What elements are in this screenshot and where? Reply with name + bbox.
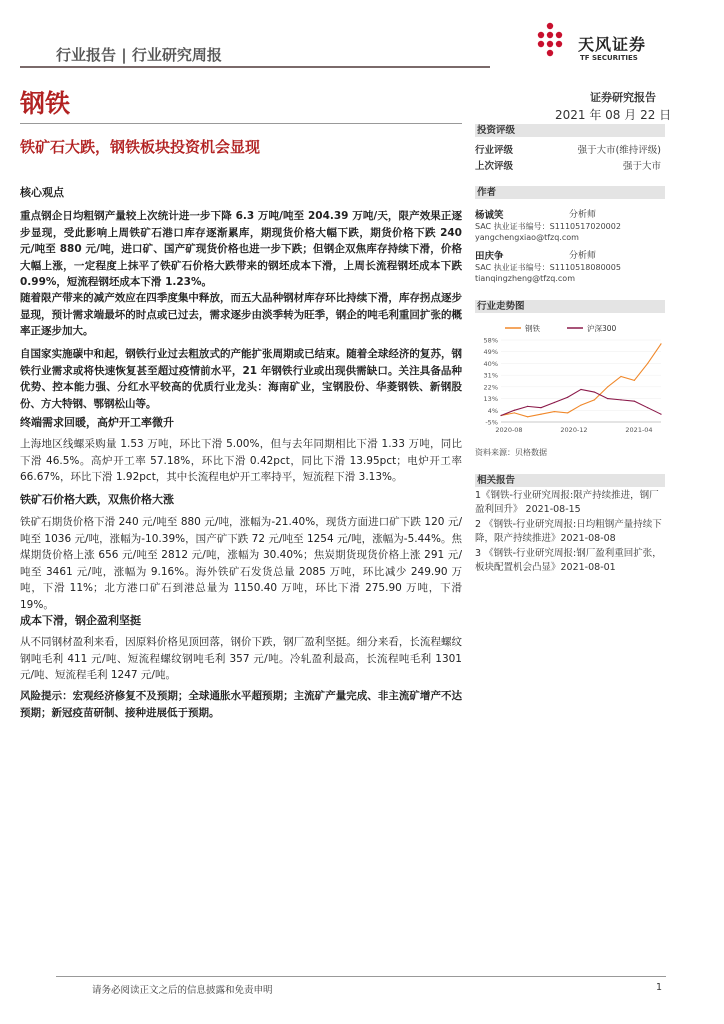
author-1-name: 杨诚笑 xyxy=(475,210,504,221)
chart-point xyxy=(647,363,648,364)
sector-title: 钢铁 xyxy=(20,89,71,118)
industry-rating-value: 强于大市(维持评级) xyxy=(577,145,661,156)
core-paragraph-2: 随着限产带来的减产效应在四季度集中释放，而五大品种钢材库存环比持续下滑，库存拐点逐步显现，预计需求端最坏的时点或已过去，需求逐步由淡季转为旺季，钢企的吨毛利重回扩张的概率正逐步加大。 xyxy=(20,292,462,337)
core-paragraph-3: 自国家实施碳中和起，钢铁行业过去粗放式的产能扩张周期或已结束。随着全球经济的复苏，钢铁行业需求或将快速恢复甚至超过疫情前水平，21 年钢铁行业或出现供需缺口。关注具备品种优势、控本能力强、分红水平较高的优质行业龙头：海南矿业，宝钢股份、华菱钢铁、新钢股份、方大特钢、鄂钢松山等。 xyxy=(20,348,462,410)
related-bar: 相关报告 xyxy=(475,474,665,487)
chart-point xyxy=(580,404,581,405)
chart-source: 资料来源：贝格数据 xyxy=(475,448,547,457)
chart-point xyxy=(647,407,648,408)
chart-point xyxy=(634,380,635,381)
author-2-role: 分析师 xyxy=(569,251,597,261)
chart-point xyxy=(607,386,608,387)
author-2-email[interactable]: tianqingzheng@tfzq.com xyxy=(475,274,575,283)
trend-bar: 行业走势图 xyxy=(475,300,665,313)
author-2 xyxy=(475,248,661,262)
chart-point xyxy=(514,412,515,413)
industry-trend-chart xyxy=(475,318,667,438)
chart-point xyxy=(634,401,635,402)
chart-series-line-2 xyxy=(501,389,661,415)
chart-ytick-label: 58% xyxy=(483,336,498,345)
chart-point xyxy=(594,399,595,400)
header-divider xyxy=(20,66,490,68)
industry-rating-row xyxy=(475,142,661,156)
chart-point xyxy=(540,414,541,415)
chart-point xyxy=(567,397,568,398)
core-heading: 核心观点 xyxy=(20,186,64,199)
section-profit-text: 从不同钢材盈利来看，因原料价格见顶回落，钢价下跌，钢厂盈利坚挺。细分来看，长流程螺纹钢吨毛利 411 元/吨、短流程螺纹钢吨毛利 357 元/吨。冷轧盈利最高，长流程吨毛利 1301 元/吨、短流程毛利 1247 元/吨。 xyxy=(20,636,462,681)
report-type: 证券研究报告 xyxy=(590,91,656,104)
chart-point xyxy=(500,415,501,416)
author-2-name: 田庆争 xyxy=(475,251,504,262)
chart-ytick-label: 13% xyxy=(483,395,498,404)
title-divider xyxy=(20,123,462,124)
page-number: 1 xyxy=(656,982,663,993)
chart-series-line-1 xyxy=(501,344,661,417)
authors-bar: 作者 xyxy=(475,186,665,199)
author-1-role: 分析师 xyxy=(569,210,597,220)
chart-ytick-label: 4% xyxy=(487,406,498,415)
chart-ytick-label: 49% xyxy=(483,348,498,357)
chart-xtick-label: 2020-08 xyxy=(495,426,523,434)
chart-point xyxy=(580,389,581,390)
risk-warning: 风险提示：宏观经济修复不及预期；全球通胀水平超预期；主流矿产量完成、非主流矿增产不达预期；新冠疫苗研制、接种进展低于预期。 xyxy=(20,690,462,719)
footer-divider xyxy=(56,976,666,977)
chart-point xyxy=(540,407,541,408)
report-date: 2021 年 08 月 22 日 xyxy=(555,108,672,122)
chart-point xyxy=(660,343,661,344)
author-2-sac: SAC 执业证书编号：S1110518080005 xyxy=(475,263,621,272)
chart-legend-label: 钢铁 xyxy=(525,324,540,333)
related-report-1[interactable]: 1《钢铁-行业研究周报:限产持续推进，钢厂盈利回升》 2021-08-15 xyxy=(475,490,659,515)
last-rating-label: 上次评级 xyxy=(475,161,514,172)
report-category: 行业报告 | 行业研究周报 xyxy=(56,46,222,64)
logo-text-en: TF SECURITIES xyxy=(580,54,638,62)
section-demand-text: 上海地区线螺采购量 1.53 万吨，环比下滑 5.00%，但与去年同期相比下滑 1.33 万吨，同比下滑 46.5%。高炉开工率 57.18%，环比下滑 0.42pct，同比下滑 13.95pct；电炉开工率 66.67%，环比下滑 1.92pct，其中长流程电炉开工率持平，短流程下滑 3.13%。 xyxy=(20,438,462,483)
chart-point xyxy=(620,376,621,377)
author-1-email[interactable]: yangchengxiao@tfzq.com xyxy=(475,233,579,242)
report-title: 铁矿石大跌，钢铁板块投资机会显现 xyxy=(20,138,261,156)
related-report-2[interactable]: 2 《钢铁-行业研究周报:日均粗钢产量持续下降，限产持续推进》2021-08-08 xyxy=(475,519,662,544)
chart-ytick-label: 31% xyxy=(483,371,498,380)
chart-point xyxy=(527,416,528,417)
chart-point xyxy=(554,411,555,412)
chart-point xyxy=(607,398,608,399)
logo-text: 天风证券 xyxy=(578,35,647,54)
chart-ytick-label: 40% xyxy=(483,359,498,368)
last-rating-row xyxy=(475,158,661,172)
chart-point xyxy=(594,391,595,392)
author-1-sac: SAC 执业证书编号：S1110517020002 xyxy=(475,222,621,231)
section-profit-heading: 成本下滑，钢企盈利坚挺 xyxy=(20,614,141,627)
related-report-3[interactable]: 3 《钢铁-行业研究周报:钢厂盈利重回扩张，板块配置机会凸显》2021-08-01 xyxy=(475,548,662,573)
rating-bar: 投资评级 xyxy=(475,124,665,137)
core-paragraph-1: 重点钢企日均粗钢产量较上次统计进一步下降 6.3 万吨/吨至 204.39 万吨/天，限产效果正逐步显现，受此影响上周铁矿石港口库存逐渐累库，期现货价格大幅下跌，期货价格下跌 240 元/吨至 880 元/吨，进口矿、国产矿现货价格也进一步下跌；但钢企双焦库存持续下滑，价格大幅上涨，一定程度上抹平了铁矿石价格大跌带来的钢坯成本下滑，上周长流程钢坯成本下跌 0.99%，短流程钢坯成本下滑 1.23%。 xyxy=(20,210,462,288)
footer-disclaimer: 请务必阅读正文之后的信息披露和免责申明 xyxy=(92,985,273,996)
chart-point xyxy=(554,402,555,403)
chart-point xyxy=(620,399,621,400)
section-ore-text: 铁矿石期货价格下滑 240 元/吨至 880 元/吨，涨幅为-21.40%，现货方面进口矿下跌 120 元/吨至 1036 元/吨，涨幅为-10.39%，国产矿下跌 72 元/吨至 1254 元/吨，涨幅为-5.44%。焦煤期货价格上涨 656 元/吨至 2812 元/吨，涨幅为 30.40%；焦炭期货现货价格上涨 291 元/吨至 3461 元/吨，涨幅为 9.16%。海外铁矿石发货总量 2085 万吨，环比减少 249.90 万吨，下滑 11%；北方港口矿石到港总量为 1150.40 万吨，环比下滑 275.90 万吨，下滑 19%。 xyxy=(20,516,462,611)
chart-xtick-label: 2020-12 xyxy=(560,426,588,434)
last-rating-value: 强于大市 xyxy=(622,161,661,172)
author-1 xyxy=(475,207,661,221)
chart-ytick-label: 22% xyxy=(483,383,498,392)
chart-point xyxy=(567,412,568,413)
industry-rating-label: 行业评级 xyxy=(475,145,514,156)
section-demand-heading: 终端需求回暖，高炉开工率微升 xyxy=(20,416,174,429)
chart-point xyxy=(514,410,515,411)
chart-ytick-label: -5% xyxy=(485,418,498,427)
chart-point xyxy=(527,406,528,407)
chart-legend-label: 沪深300 xyxy=(587,324,617,333)
section-ore-heading: 铁矿石价格大跌，双焦价格大涨 xyxy=(20,493,174,506)
chart-point xyxy=(660,414,661,415)
chart-xtick-label: 2021-04 xyxy=(625,426,653,434)
